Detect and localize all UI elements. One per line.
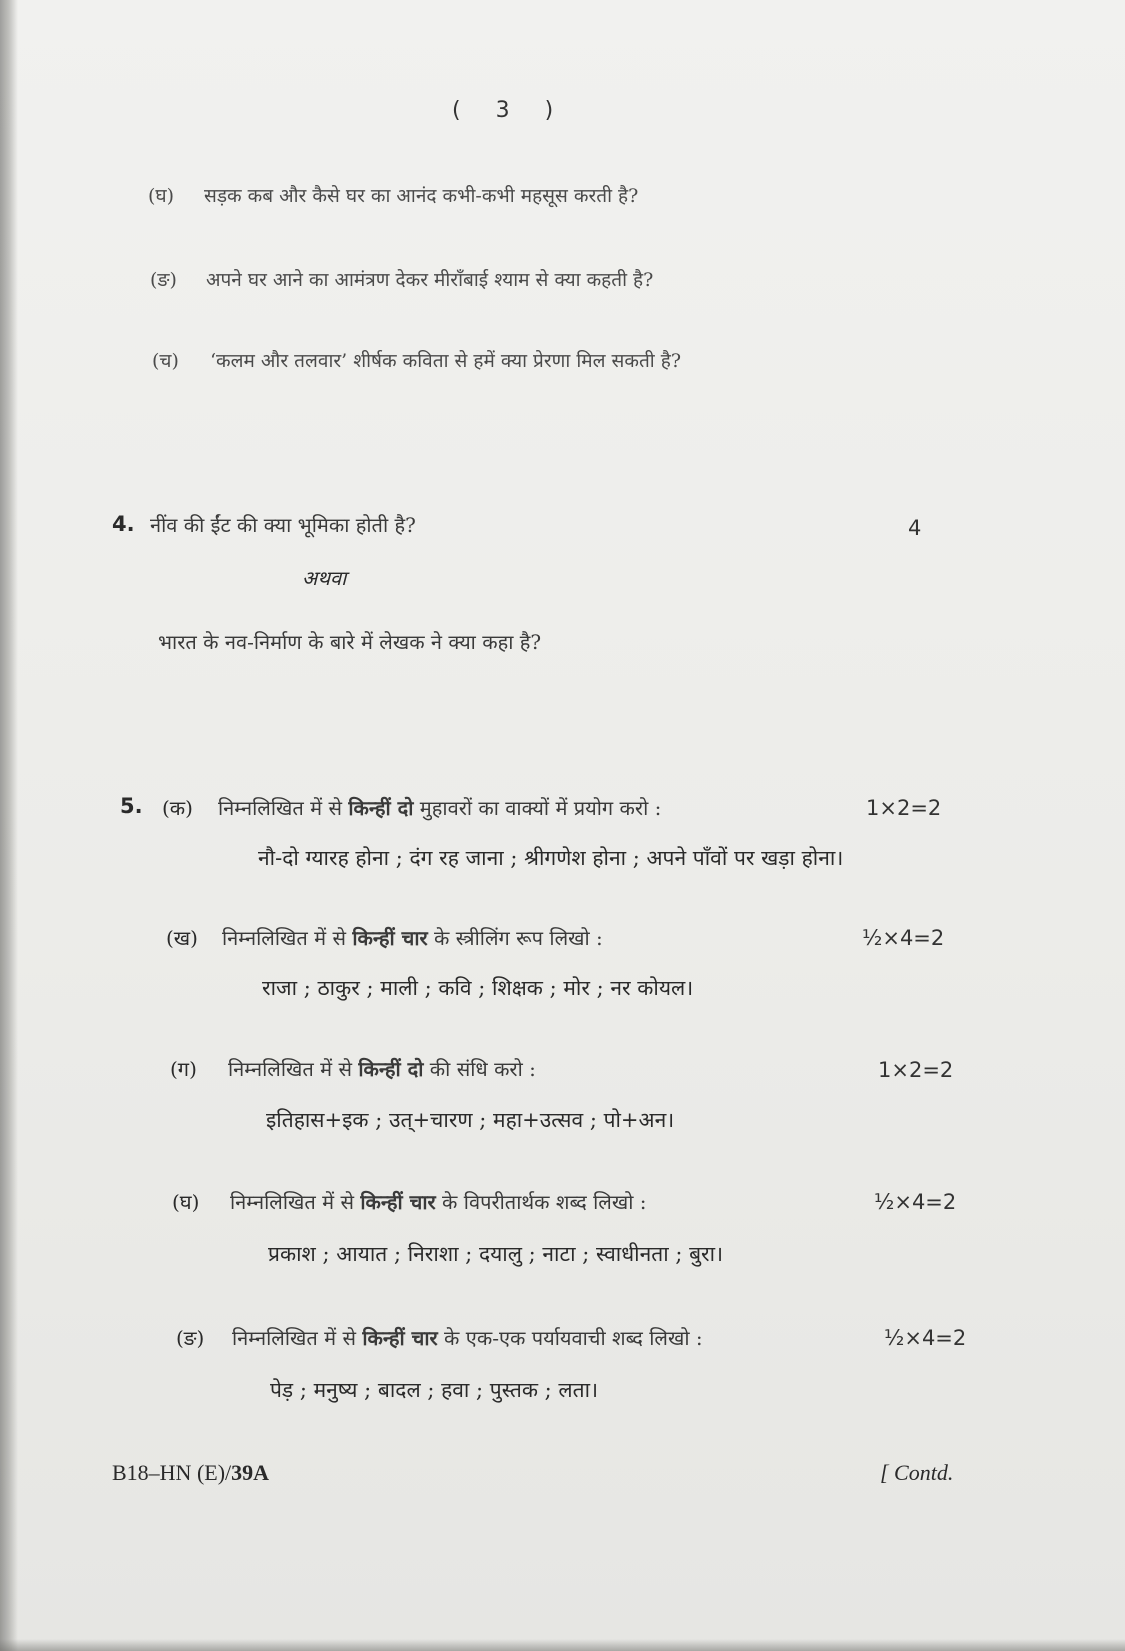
marks: ½×4=2 xyxy=(874,1190,957,1214)
marks: 1×2=2 xyxy=(866,796,942,820)
marks: 4 xyxy=(908,516,922,540)
alternative-question-text: भारत के नव-निर्माण के बारे में लेखक ने क्या कहा है? xyxy=(158,630,542,654)
part-label: (क) xyxy=(162,796,193,820)
marks: ½×4=2 xyxy=(884,1326,967,1350)
part-label: (च) xyxy=(152,350,179,372)
part-options: राजा ; ठाकुर ; माली ; कवि ; शिक्षक ; मोर ; नर कोयल। xyxy=(262,976,694,1000)
continued-label: [ Contd. xyxy=(880,1460,954,1485)
question-number: 4. xyxy=(112,512,135,536)
part-label: (ङ) xyxy=(150,269,177,291)
question-number: 5. xyxy=(120,794,143,818)
part-text: ‘कलम और तलवार’ शीर्षक कविता से हमें क्या प्रेरणा मिल सकती है? xyxy=(210,350,682,372)
part-instruction: निम्नलिखित में से किन्हीं चार के स्त्रीलिंग रूप लिखो : xyxy=(222,926,603,950)
part-label: (ख) xyxy=(166,926,198,950)
part-options: इतिहास+इक ; उत्+चारण ; महा+उत्सव ; पो+अन। xyxy=(266,1108,675,1132)
part-options: प्रकाश ; आयात ; निराशा ; दयालु ; नाटा ; स्वाधीनता ; बुरा। xyxy=(268,1242,724,1266)
part-label: (घ) xyxy=(148,185,175,207)
marks: ½×4=2 xyxy=(862,926,945,950)
or-label: अथवा xyxy=(302,566,347,590)
page-number: ( 3 ) xyxy=(452,98,568,123)
part-instruction: निम्नलिखित में से किन्हीं दो मुहावरों का वाक्यों में प्रयोग करो : xyxy=(218,796,662,820)
part-label: (ग) xyxy=(170,1057,197,1081)
marks: 1×2=2 xyxy=(878,1058,954,1082)
part-text: अपने घर आने का आमंत्रण देकर मीराँबाई श्याम से क्या कहती है? xyxy=(206,269,654,291)
part-instruction: निम्नलिखित में से किन्हीं चार के एक-एक पर्यायवाची शब्द लिखो : xyxy=(232,1326,703,1350)
question-text: नींव की ईंट की क्या भूमिका होती है? xyxy=(150,513,416,537)
part-text: सड़क कब और कैसे घर का आनंद कभी-कभी महसूस करती है? xyxy=(204,185,639,207)
part-instruction: निम्नलिखित में से किन्हीं चार के विपरीतार्थक शब्द लिखो : xyxy=(230,1190,647,1214)
part-options: नौ-दो ग्यारह होना ; दंग रह जाना ; श्रीगणेश होना ; अपने पाँवों पर खड़ा होना। xyxy=(258,846,844,870)
part-label: (ङ) xyxy=(176,1326,205,1350)
part-instruction: निम्नलिखित में से किन्हीं दो की संधि करो : xyxy=(228,1057,536,1081)
paper-code: B18–HN (E)/39A xyxy=(112,1460,270,1485)
part-options: पेड़ ; मनुष्य ; बादल ; हवा ; पुस्तक ; लता। xyxy=(270,1378,599,1402)
part-label: (घ) xyxy=(172,1190,200,1214)
